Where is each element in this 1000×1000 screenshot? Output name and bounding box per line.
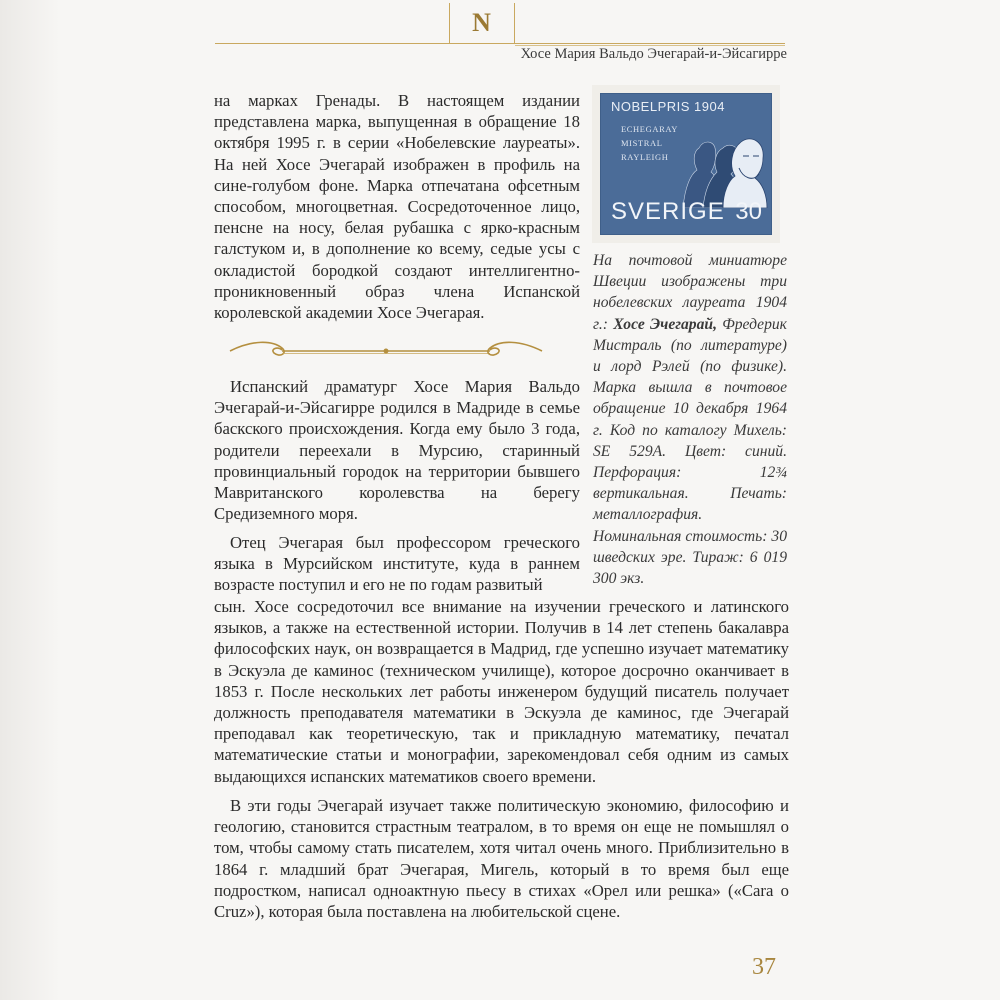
stamp-image xyxy=(592,85,780,243)
section-letter-box xyxy=(449,3,515,44)
caption-text: На почтовой миниатюре Швеции изображены три нобелевских лауреата 1904 г.: xyxy=(593,252,787,333)
stamp-caption xyxy=(593,250,787,589)
stamp-laureate-names xyxy=(621,122,678,164)
stamp-name: MISTRAL xyxy=(621,138,663,148)
caption-text-rest: Фредерик Мистраль (по литературе) и лорд Рэлей (по физике). Марка вышла в почтовое обращение 10 декабря 1964 г. Код по каталогу Михель: SE 529A. Цвет: синий. Перфорация: 12¾ вертикальная. Печать: металлография. Номинальная стоимость: 30 шведских эре. Тираж: 6 019 300 экз. xyxy=(593,315,787,588)
stamp-top-text: NOBELPRIS 1904 xyxy=(611,99,725,114)
stamp-value: 30 xyxy=(735,198,762,225)
caption-bold-name: Хосе Эчегарай, xyxy=(613,315,717,333)
stamp-country: SVERIGE xyxy=(611,198,725,225)
page-number: 37 xyxy=(752,954,776,980)
section-letter: N xyxy=(472,8,492,37)
stamp-name: ECHEGARAY xyxy=(621,124,679,134)
ornament-divider xyxy=(222,338,550,364)
stamp-portraits-illustration xyxy=(673,116,769,208)
paragraph-2: Испанский драматург Хосе Мария Вальдо Эчегарай-и-Эйсагирре родился в Мадриде в семье баскского происхождения. Когда ему было 3 года, родители переехали в Мурсию, старинный провинциальный городок на территории бывшего Мавританского королевства на берегу Средиземного моря. xyxy=(214,377,580,524)
paragraph-3: Отец Эчегарая был профессором греческого языка в Мурсийском институте, куда в раннем возрасте поступил и его не по годам развитый xyxy=(214,533,580,595)
paragraph-1: на марках Гренады. В настоящем издании представлена марка, выпущенная в обращение 18 октября 1995 г. в серии «Нобелевские лауреаты». На ней Хосе Эчегарай изображен в профиль на сине-голубом фоне. Марка отпечатана офсетным способом, многоцветная. Сосредоточенное лицо, пенсне на носу, белая рубашка с ярко-красным галстуком и, в дополнение ко всему, седые усы с окладистой бородкой создают интеллигентно-проникновенный образ члена Испанской королевской академии Хосе Эчегарая. xyxy=(214,91,580,323)
stamp-name: RAYLEIGH xyxy=(621,152,669,162)
paragraph-5: В эти годы Эчегарай изучает также политическую экономию, философию и геологию, становится страстным театралом, в то время он еще не помышлял о том, чтобы самому стать писателем, хотя читал очень много. Приблизительно в 1864 г. младший брат Эчегарая, Мигель, который в то время был еще подростком, написал одноактную пьесу в стихах «Орел или решка» («Cara o Cruz»), которая была поставлена на любительской сцене. xyxy=(214,796,789,922)
running-title: Хосе Мария Вальдо Эчегарай-и-Эйсагирре xyxy=(520,46,787,62)
stamp-face xyxy=(600,93,772,235)
paragraph-4: сын. Хосе сосредоточил все внимание на изучении греческого и латинского языков, а также на естественной истории. Получив в 14 лет степень бакалавра философских наук, он возвращается в Мадрид, где успешно изучает математику в Эскуэла де каминос (техническом училище), которое досрочно оканчивает в 1853 г. После нескольких лет работы инженером будущий писатель получает должность преподавателя математики в Эскуэла де каминос, где Эчегарай преподавал как теоретическую, так и прикладную математику, печатал математические статьи и монографии, зарекомендовал себя одним из самых выдающихся испанских математиков своего времени. xyxy=(214,597,789,786)
